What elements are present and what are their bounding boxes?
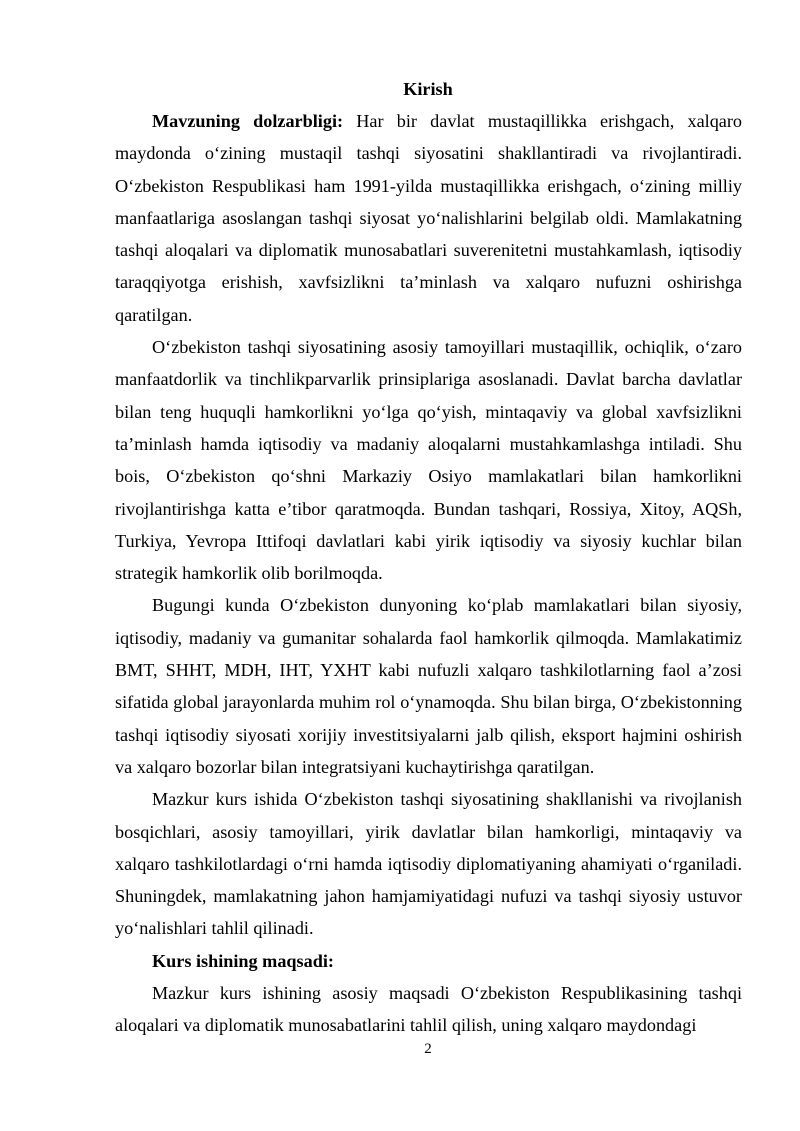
paragraph: Mazkur kurs ishining asosiy maqsadi O‘zbekiston Respublikasining tashqi aloqalari va diplomatik munosabatlarini tahlil qilish, uning xalqaro maydondagi	[115, 983, 742, 1036]
paragraph: O‘zbekiston tashqi siyosatining asosiy tamoyillari mustaqillik, ochiqlik, o‘zaro manfaatdorlik va tinchlikparvarlik prinsiplariga asoslanadi. Davlat barcha davlatlar bilan teng huquqli hamkorlikni yo‘lga qo‘yish, mintaqaviy va global xavfsizlikni ta’minlash hamda iqtisodiy va madaniy aloqalarni mustahkamlashga intiladi. Shu bois, O‘zbekiston qo‘shni Markaziy Osiyo mamlakatlari bilan hamkorlikni rivojlantirishga katta e’tibor qaratmoqda. Bundan tashqari, Rossiya, Xitoy, AQSh, Turkiya, Yevropa Ittifoqi davlatlari kabi yirik iqtisodiy va siyosiy kuchlar bilan strategik hamkorlik olib borilmoqda.	[115, 337, 742, 584]
paragraph: Bugungi kunda O‘zbekiston dunyoning ko‘plab mamlakatlari bilan siyosiy, iqtisodiy, madaniy va gumanitar sohalarda faol hamkorlik qilmoqda. Mamlakatimiz BMT, SHHT, MDH, IHT, YXHT kabi nufuzli xalqaro tashkilotlarning faol a’zosi sifatida global jarayonlarda muhim rol o‘ynamoqda. Shu bilan birga, O‘zbekistonning tashqi iqtisodiy siyosati xorijiy investitsiyalarni jalb qilish, eksport hajmini oshirish va xalqaro bozorlar bilan integratsiyani kuchaytirishga qaratilgan.	[115, 595, 742, 777]
section-heading: Kurs ishining maqsadi:	[152, 950, 334, 971]
document-body	[115, 105, 742, 1042]
paragraph: Mazkur kurs ishida O‘zbekiston tashqi siyosatining shakllanishi va rivojlanish bosqichlari, asosiy tamoyillari, yirik davlatlar bilan hamkorligi, mintaqaviy va xalqaro tashkilotlardagi o‘rni hamda iqtisodiy diplomatiyaning ahamiyati o‘rganiladi. Shuningdek, mamlakatning jahon hamjamiyatidagi nufuzi va tashqi siyosiy ustuvor yo‘nalishlari tahlil qilinadi.	[115, 789, 742, 939]
paragraph	[115, 105, 742, 331]
page-number: 2	[424, 1041, 432, 1057]
section-lead: Mavzuning dolzarbligi:	[152, 111, 344, 131]
document-title: Kirish	[403, 79, 453, 99]
paragraph-text: Har bir davlat mustaqillikka erishgach, xalqaro maydonda o‘zining mustaqil tashqi siyosatini shakllantiradi va rivojlantiradi. O‘zbekiston Respublikasi ham 1991-yilda mustaqillikka erishgach, o‘zining milliy manfaatlariga asoslangan tashqi siyosat yo‘nalishlarini belgilab oldi. Mamlakatning tashqi aloqalari va diplomatik munosabatlari suverenitetni mustahkamlash, iqtisodiy taraqqiyotga erishish, xavfsizlikni ta’minlash va xalqaro nufuzni oshirishga qaratilgan.	[115, 111, 743, 325]
